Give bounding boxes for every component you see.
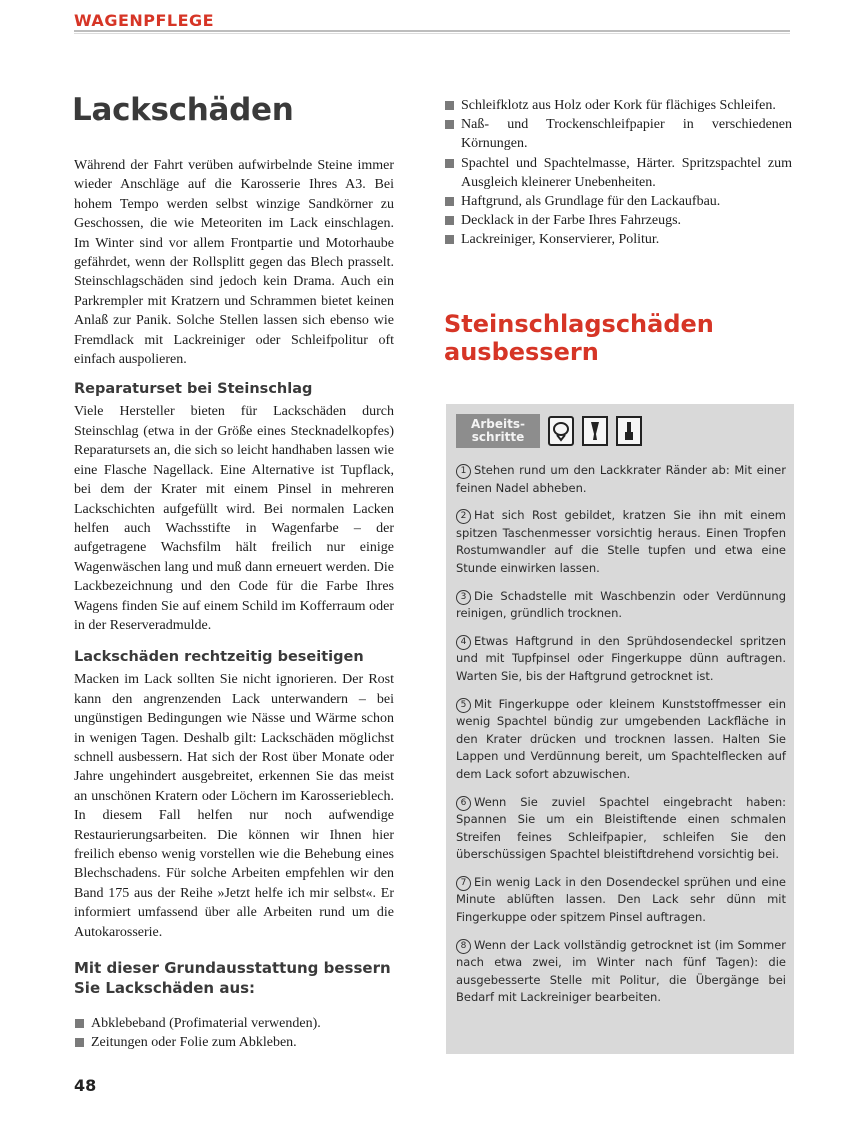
equipment-list-right [444,96,792,250]
page-title: Lackschäden [72,92,294,128]
work-step [456,874,786,927]
step-text: Ein wenig Lack in den Dosendeckel sprühen und eine Minute ablüften lassen. Den Lack sehr dünn mit Fingerkuppe oder spitzem Pinsel auftragen. [456,874,786,925]
equipment-item: Schleifklotz aus Holz oder Kork für flächiges Schleifen. [444,96,792,115]
equipment-item: Zeitungen oder Folie zum Abkleben. [74,1033,394,1052]
step-number: 6 [456,796,471,811]
work-steps-list [456,462,786,1017]
work-step [456,794,786,864]
page-number: 48 [74,1076,97,1095]
paragraph-reparaturset: Viele Hersteller bieten für Lackschäden durch Steinschlag (etwa in der Größe eines Stecknadelkopfes) Reparatursets an, die sich so leicht handhaben lassen wie eine Flasche Nagellack. Eine Alternative ist Tupflack, bei dem der Krater mit einem Pinsel in mehreren Lackschichten aufgefüllt wird. Bei normalen Lacken helfen auch Wachsstifte in Wagenfarbe – der aufgetragene Wachsfilm hält freilich nur einige Wagenwäschen lang und muß dann erneuert werden. Die Lackbezeichnung und den Code für die Farbe Ihres Wagens finden Sie auf einem Schild im Kofferraum oder in der Reserveradmulde. [74,404,394,633]
step-number: 5 [456,698,471,713]
spatula-icon [582,416,608,446]
intro-paragraph: Während der Fahrt verüben aufwirbelnde Steine immer wieder Anschläge auf die Karosserie Ihres A3. Bei hohem Tempo werden selbst winzige Sandkörner zu Geschossen, die wie Meteoriten im Lack einschlagen. Im Winter sind vor allem Frontpartie und Motorhaube gefährdet, wenn der Rollsplitt gegen das Blech prasselt. Steinschlagschäden sind jedoch kein Drama. Auch ein Parkrempler mit Kratzern und Schrammen bietet keinen Anlaß zur Panik. Solche Stellen lassen sich ebenso wie Fremdlack mit Lackreiniger oder Schleifpolitur oft einfach auspolieren. [74,158,394,368]
arbeitsschritte-badge: Arbeits-schritte [456,414,540,448]
right-column [444,96,792,366]
step-text: Mit Fingerkuppe oder kleinem Kunststoffmesser ein wenig Spachtel bündig zur umgebenden Lackfläche in den Krater drücken und trocknen lassen. Halten Sie Lappen und Verdünnung bereit, um Spachtelflecken auf dem Lack sofort abzuwischen. [456,696,786,781]
step-text: Hat sich Rost gebildet, kratzen Sie ihn mit einem spitzen Taschenmesser vorsichtig heraus. Einen Tropfen Rostumwandler auf die Stelle tupfen und etwa eine Stunde einwirken lassen. [456,508,786,575]
work-step [456,588,786,623]
paragraph-rechtzeitig: Macken im Lack sollten Sie nicht ignorieren. Der Rost kann den angrenzenden Lack unterwandern – bei ungünstigen Bedingungen wie Nässe und Wärme schon in wenigen Tagen. Deshalb gilt: Lackschäden möglichst schnell ausbessern. Hat sich der Rost über Monate oder Jahre ungehindert ausgebreitet, erkennen Sie das meist an unschönen Kratern oder Löchern im Karosserieblech. In diesem Fall helfen nur noch aufwendige Restaurierungsarbeiten. Die können wir Ihnen hier freilich ebenso wenig vorstellen wie die Behebung eines Blechschadens. Für solche Arbeiten empfehlen wir den Band 175 aus der Reihe »Jetzt helfe ich mir selbst«. Er informiert umfassend über alle Arbeiten rund um die Autokarosserie. [74,672,394,940]
section-title-line2: ausbessern [444,337,599,366]
step-text: Stehen rund um den Lackkrater Ränder ab: Mit einer feinen Nadel abheben. [456,463,786,495]
step-text: Wenn Sie zuviel Spachtel eingebracht haben: Spannen Sie um ein Bleistiftende einen schmalen Streifen feines Schleifpapier, schleifen Sie den überschüssigen Spachtel bleistiftdrehend vorsichtig bei. [456,794,786,862]
equipment-item: Lackreiniger, Konservierer, Politur. [444,230,792,249]
step-text: Wenn der Lack vollständig getrocknet ist (im Sommer nach etwa zwei, im Winter nach fünf Tagen): die ausgebesserte Stelle mit Politur, die Übergänge bei Bedarf mit Lackreiniger bearbeiten. [456,937,786,1005]
header-rule-thin [74,33,790,34]
section-title-line1: Steinschlagschäden [444,309,714,338]
sponge-icon [548,416,574,446]
equipment-item: Spachtel und Spachtelmasse, Härter. Spritzspachtel zum Ausgleich kleinerer Unebenheiten. [444,154,792,192]
work-steps-header [456,414,642,448]
left-column [74,156,394,1052]
heading-grundausstattung: Mit dieser Grundausstattung bessern Sie Lackschäden aus: [74,959,391,998]
equipment-item: Haftgrund, als Grundlage für den Lackaufbau. [444,192,792,211]
work-step [456,696,786,784]
step-text: Etwas Haftgrund in den Sprühdosendeckel spritzen und mit Tupfpinsel oder Fingerkuppe dünn auftragen. Warten Sie, bis der Haftgrund getrocknet ist. [456,633,786,683]
work-step [456,937,786,1007]
work-step [456,633,786,686]
step-number: 8 [456,939,471,954]
work-steps-box [446,404,794,1054]
step-text: Die Schadstelle mit Waschbenzin oder Verdünnung reinigen, gründlich trocknen. [456,588,786,621]
section-tag: WAGENPFLEGE [74,11,215,30]
work-step [456,462,786,497]
step-number: 1 [456,464,471,479]
equipment-item: Abklebeband (Profimaterial verwenden). [74,1014,394,1033]
step-number: 4 [456,635,471,650]
header-rule [74,30,790,32]
equipment-item: Naß- und Trockenschleifpapier in verschiedenen Körnungen. [444,115,792,153]
section-title-steinschlag [444,310,792,366]
step-number: 7 [456,876,471,891]
step-number: 3 [456,590,471,605]
brush-icon [616,416,642,446]
work-step [456,507,786,577]
equipment-list-left [74,1014,394,1052]
heading-reparaturset: Reparaturset bei Steinschlag [74,381,313,398]
heading-rechtzeitig: Lackschäden rechtzeitig beseitigen [74,649,364,666]
step-number: 2 [456,509,471,524]
equipment-item: Decklack in der Farbe Ihres Fahrzeugs. [444,211,792,230]
